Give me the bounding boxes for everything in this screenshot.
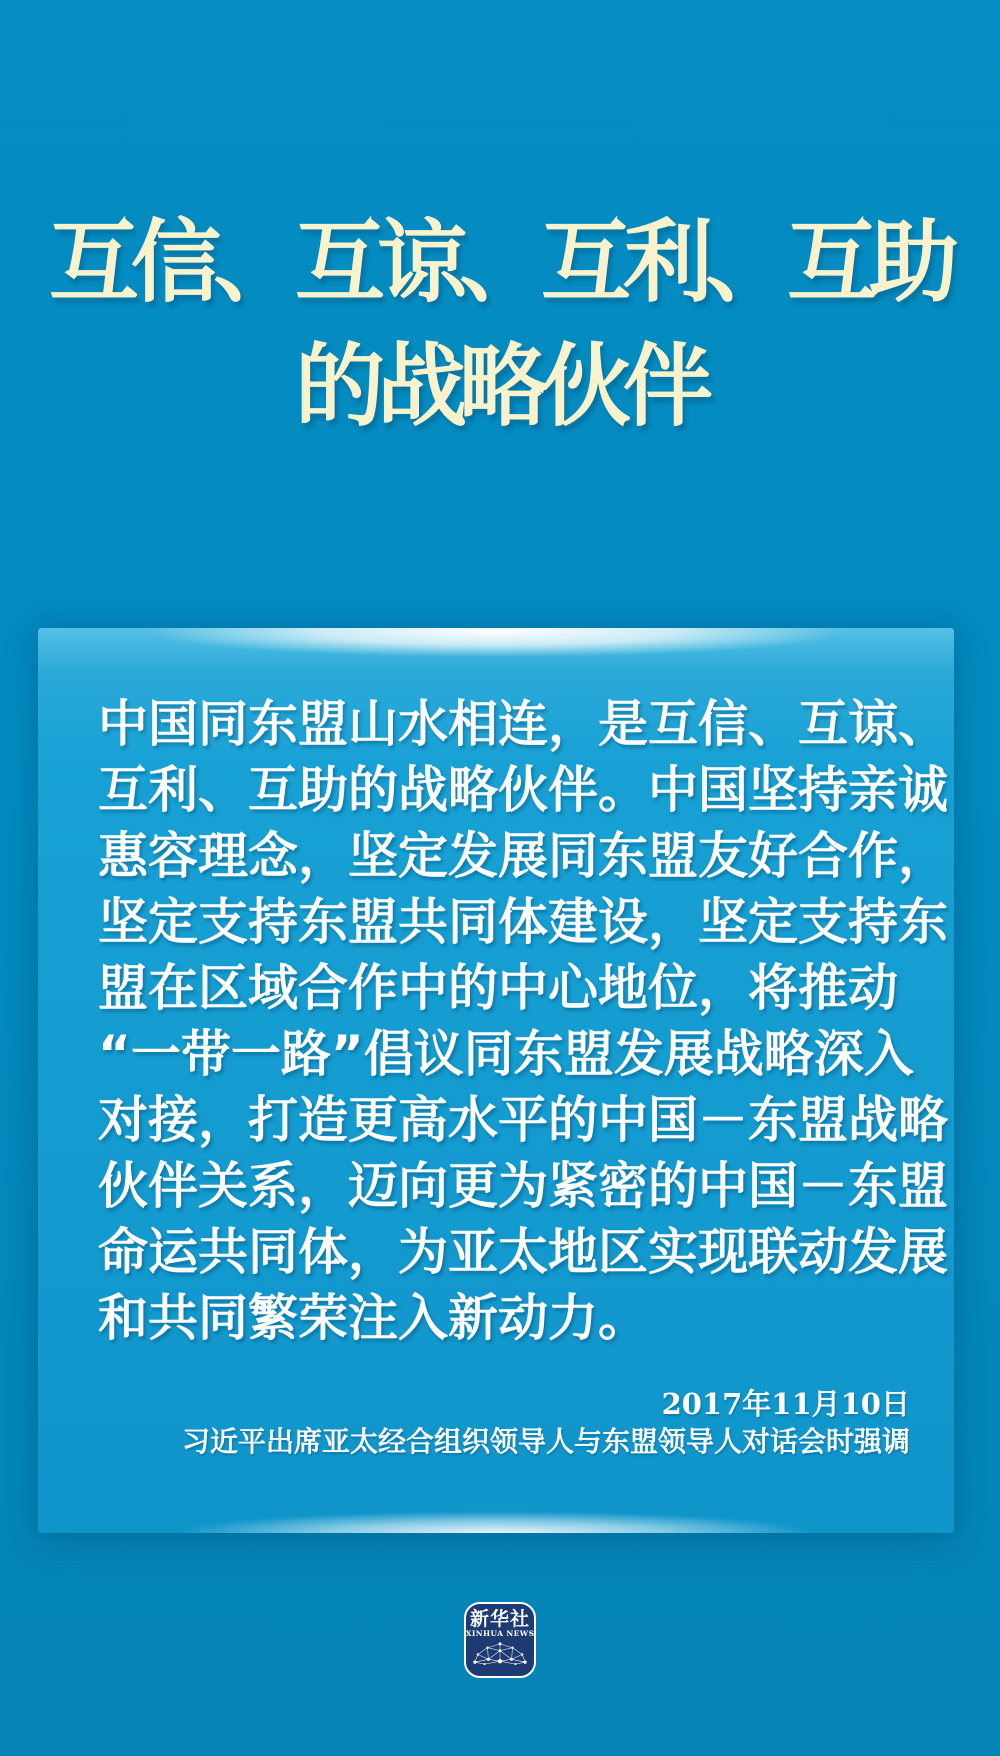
logo-cn-text: 新华社: [469, 1608, 530, 1630]
quote-line: 和共同繁荣注入新动力。: [98, 1289, 648, 1347]
quote-line: 命运共同体，为亚太地区实现联动发展: [98, 1223, 948, 1281]
quote-panel: [38, 628, 954, 1533]
poster-title: [0, 200, 1000, 448]
quote-line: 对接，打造更高水平的中国－东盟战略: [98, 1091, 948, 1149]
quote-line: 惠容理念，坚定发展同东盟友好合作，: [98, 827, 948, 885]
footer: [0, 1602, 1000, 1678]
quote-text: [98, 691, 948, 1351]
quote-line: 伙伴关系，迈向更为紧密的中国－东盟: [98, 1157, 948, 1215]
quote-attribution: 习近平出席亚太经合组织领导人与东盟领导人对话会时强调: [181, 1425, 910, 1458]
network-dome-icon: [471, 1640, 529, 1667]
quote-date: 2017年11月10日: [661, 1387, 910, 1421]
title-line-2: 的战略伙伴: [295, 333, 705, 439]
quote-line: 盟在区域合作中的中心地位，将推动: [98, 959, 898, 1017]
quote-meta: [98, 1385, 910, 1460]
quote-line: 互利、互助的战略伙伴。中国坚持亲诚: [98, 761, 948, 819]
quote-line: 坚定支持东盟共同体建设，坚定支持东: [98, 893, 948, 951]
logo-en-text: XINHUA NEWS: [465, 1629, 535, 1638]
quote-line: 中国同东盟山水相连，是互信、互谅、: [98, 695, 948, 753]
quote-line: “一带一路”倡议同东盟发展战略深入: [98, 1025, 914, 1083]
xinhua-logo: [464, 1602, 536, 1678]
title-line-1: 互信、互谅、互利、互助: [49, 209, 951, 315]
